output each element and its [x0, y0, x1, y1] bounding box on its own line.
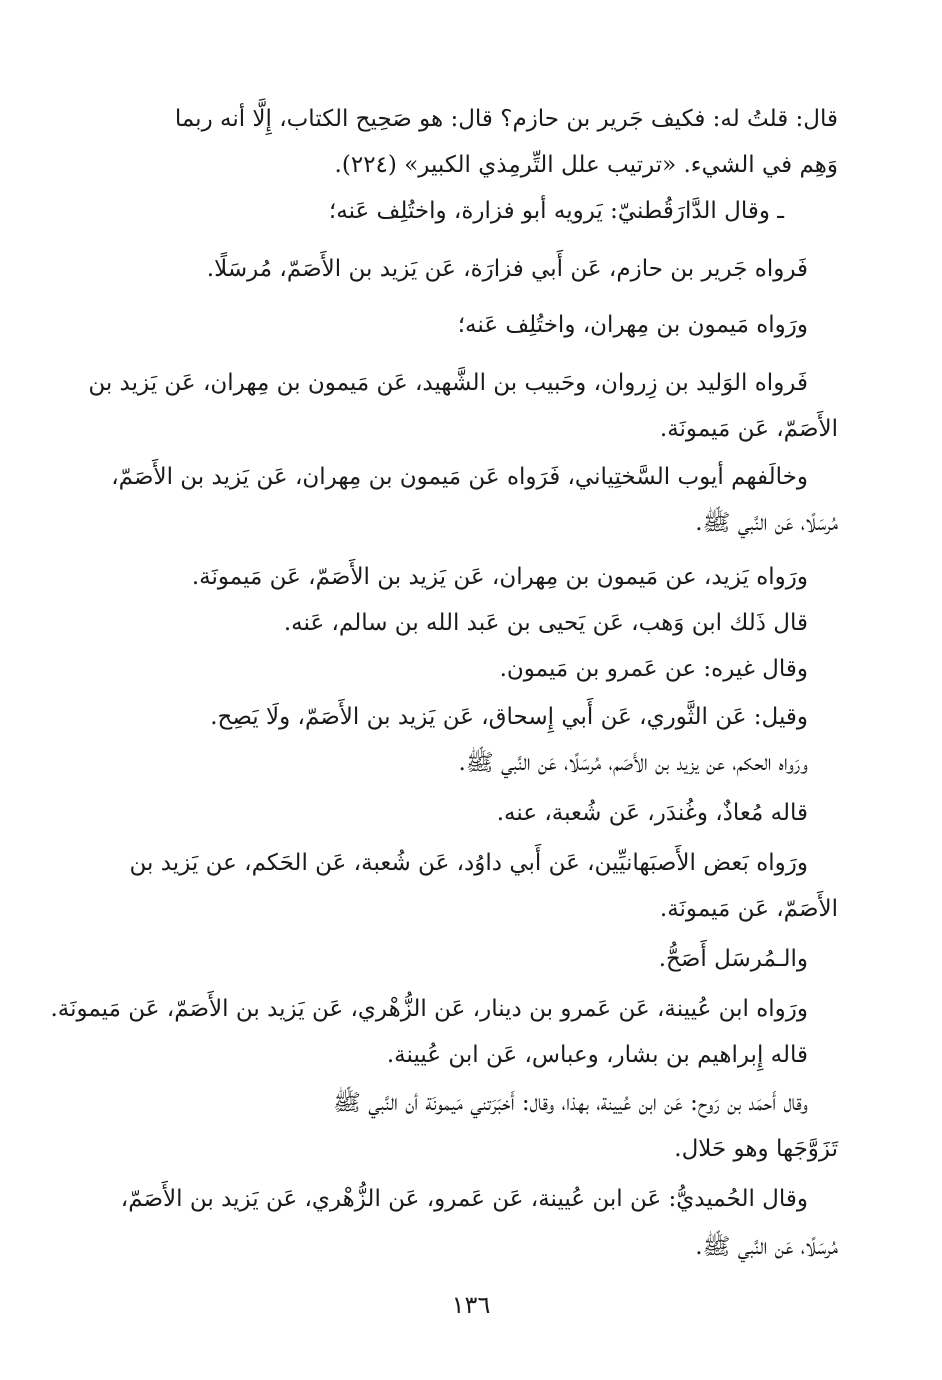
text-line: وَهِم في الشيء. «ترتيب علل التِّرمِذي الكبير» (٢٢٤). — [334, 152, 838, 178]
page-number: ١٣٦ — [451, 1291, 491, 1319]
text-line: قال: قلتُ له: فكيف جَرير بن حازم؟ قال: هو صَحِيح الكتاب، إِلَّا أنه ربما — [174, 106, 838, 132]
text-line: قاله مُعاذٌ، وغُندَر، عَن شُعبة، عنه. — [496, 800, 808, 826]
text-line: ورَواه مَيمون بن مِهران، واختُلِف عَنه؛ — [457, 312, 808, 338]
text-line: وقال الحُميديُّ: عَن ابن عُيينة، عَن عَمرو، عَن الزُّهْري، عَن يَزيد بن الأَصَمّ، — [120, 1186, 808, 1212]
text-line: مُرسَلًا، عَن النَّبي ﷺ. — [695, 1234, 838, 1260]
text-line: فَرواه جَرير بن حازم، عَن أَبي فزارَة، عَن يَزيد بن الأَصَمّ، مُرسَلًا. — [206, 256, 808, 282]
text-line: ورَواه يَزيد، عن مَيمون بن مِهران، عَن يَزيد بن الأَصَمّ، عَن مَيمونَة. — [191, 564, 808, 590]
text-line: ورَواه ابن عُيينة، عَن عَمرو بن دينار، عَن الزُّهْري، عَن يَزيد بن الأَصَمّ، عَن مَيمونَة. — [50, 996, 808, 1022]
text-line: وقال غيره: عن عَمرو بن مَيمون. — [499, 656, 808, 682]
text-line: الأَصَمّ، عَن مَيمونَة. — [659, 896, 838, 922]
text-line: مُرسَلًا، عَن النَّبي ﷺ. — [695, 510, 838, 536]
text-line: وخالَفهم أيوب السَّختِياني، فَرَواه عَن مَيمون بن مِهران، عَن يَزيد بن الأَصَمّ، — [111, 464, 808, 490]
text-line: ورَواه بَعض الأَصبَهانيِّين، عَن أَبي داوُد، عَن شُعبة، عَن الحَكم، عن يَزيد بن — [129, 850, 808, 876]
text-line: والـمُرسَل أَصَحُّ. — [658, 946, 808, 972]
text-line: الأَصَمّ، عَن مَيمونَة. — [659, 416, 838, 442]
text-line: تَزَوَّجَها وهو حَلال. — [674, 1136, 838, 1162]
text-line: وقيل: عَن الثَّوري، عَن أَبي إِسحاق، عَن يَزيد بن الأَصَمّ، ولَا يَصِح. — [210, 704, 808, 730]
text-line: قاله إِبراهيم بن بشار، وعباس، عَن ابن عُيينة. — [386, 1042, 808, 1068]
text-line: ـ وقال الدَّارَقُطنيّ: يَرويه أبو فزارة، واختُلِف عَنه؛ — [328, 198, 784, 224]
text-line: فَرواه الوَليد بن زِروان، وحَبيب بن الشَّهيد، عَن مَيمون بن مِهران، عَن يَزيد بن — [88, 370, 808, 396]
text-line: ورَواه الحكم، عن يزيد بن الأَصَم، مُرسَلًا، عَن النَّبي ﷺ. — [458, 750, 808, 776]
text-line: وقال أَحمَد بن رَوح: عَن ابن عُيينة، بهذا، وقال: أَخبَرَتني مَيمونَة أن النَّبي ﷺ — [333, 1090, 808, 1116]
text-line: قال ذَلك ابن وَهب، عَن يَحيى بن عَبد الله بن سالم، عَنه. — [283, 610, 808, 636]
